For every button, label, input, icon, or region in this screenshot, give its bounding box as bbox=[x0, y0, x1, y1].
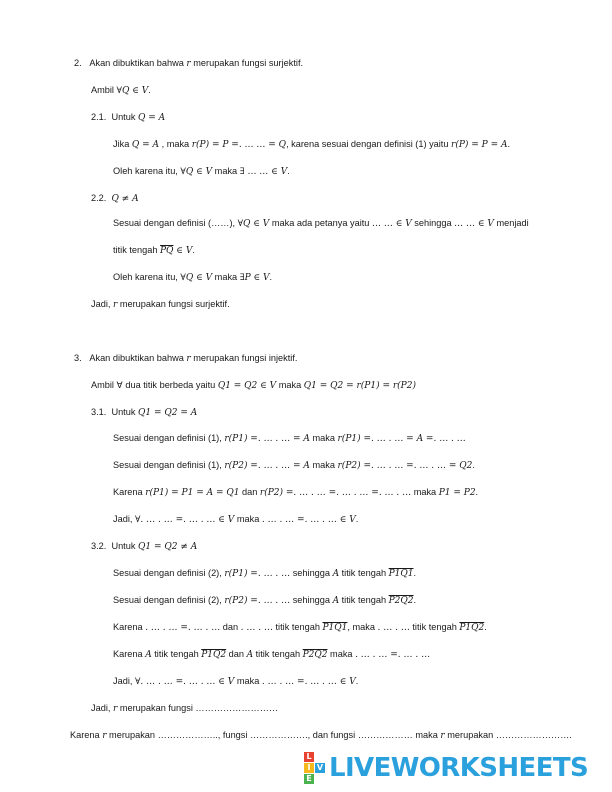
segment-overline: P2Q2 bbox=[388, 596, 414, 606]
case-3-2-line-1: Sesuai dengan definisi (2), r(P1) =. … . … sehingga A titik tengah P1Q1. bbox=[113, 568, 417, 579]
logo-tile-i: I bbox=[304, 763, 314, 773]
case-3-1-line-3: Karena r(P1) = P1 = A = Q1 dan r(P2) =. … . … =. … . … =. … . … maka P1 = P2. bbox=[113, 487, 479, 498]
case-2-2-line-2: titik tengah $\overline{PQ}$ ∈ V. bbox=[113, 245, 195, 256]
logo-wordmark: LIVEWORKSHEETS bbox=[329, 753, 589, 783]
case-3-2-line-2: Sesuai dengan definisi (2), r(P2) =. … . … sehingga A titik tengah P2Q2. bbox=[113, 595, 417, 606]
segment-overline: $\overline{PQ}$ bbox=[160, 246, 174, 256]
logo-tiles-icon bbox=[304, 752, 325, 784]
section-3-conclusion: Jadi, r merupakan fungsi ……………………… bbox=[91, 703, 279, 714]
case-2-1-heading: 2.1. Untuk Q = A bbox=[91, 112, 166, 123]
section-3-heading: 3. Akan dibuktikan bahwa r merupakan fungsi injektif. bbox=[74, 353, 298, 364]
logo-tile-v: V bbox=[316, 763, 324, 772]
logo-tile-e: E bbox=[304, 774, 314, 784]
segment-overline: P1Q1 bbox=[388, 569, 414, 579]
case-3-2-line-3: Karena . … . … =. … . … dan . … . … titik tengah P1Q1, maka . … . … titik tengah P1Q2. bbox=[113, 622, 487, 633]
case-3-2-line-5: Jadi, ∀. … . … =. … . … ∈ V maka . … . … =. … . … ∈ V. bbox=[113, 676, 359, 687]
section-number: 2. bbox=[74, 58, 82, 68]
logo-tile-l: L bbox=[304, 752, 314, 762]
segment-overline: P1Q1 bbox=[322, 623, 348, 633]
section-2-conclusion: Jadi, r merupakan fungsi surjektif. bbox=[91, 299, 230, 310]
case-3-2-line-4: Karena A titik tengah P1Q2 dan A titik tengah P2Q2 maka . … . … =. … . … bbox=[113, 649, 431, 660]
section-3-ambil: Ambil ∀ dua titik berbeda yaitu Q1 = Q2 ∈ V maka Q1 = Q2 = r(P1) = r(P2) bbox=[91, 380, 416, 391]
case-2-2-line-1: Sesuai dengan definisi (……), ∀Q ∈ V maka ada petanya yaitu … … ∈ V sehingga … … ∈ V menjadi bbox=[113, 218, 529, 229]
segment-overline: P1Q2 bbox=[459, 623, 485, 633]
case-2-2-heading: 2.2. Q ≠ A bbox=[91, 193, 139, 204]
case-3-1-line-2: Sesuai dengan definisi (1), r(P2) =. … . … = A maka r(P2) =. … . … =. … . … = Q2. bbox=[113, 460, 475, 471]
segment-overline: P1Q2 bbox=[201, 650, 227, 660]
case-3-1-line-1: Sesuai dengan definisi (1), r(P1) =. … . … = A maka r(P1) =. … . … = A =. … . … bbox=[113, 433, 466, 444]
case-2-2-line-3: Oleh karena itu, ∀Q ∈ V maka ∃P ∈ V. bbox=[113, 272, 273, 283]
section-number: 3. bbox=[74, 353, 82, 363]
section-2-heading: 2. Akan dibuktikan bahwa r merupakan fungsi surjektif. bbox=[74, 58, 304, 69]
case-3-1-heading: 3.1. Untuk Q1 = Q2 = A bbox=[91, 407, 198, 418]
final-conclusion: Karena r merupakan ……………….., fungsi ………………., dan fungsi ……………… maka r merupakan ……………………. bbox=[70, 730, 572, 741]
case-3-1-line-4: Jadi, ∀. … . … =. … . … ∈ V maka . … . … =. … . … ∈ V. bbox=[113, 514, 359, 525]
case-2-1-line-1: Jika Q = A , maka r(P) = P =. … … = Q, karena sesuai dengan definisi (1) yaitu r(P) = P = A. bbox=[113, 139, 511, 150]
segment-overline: P2Q2 bbox=[302, 650, 328, 660]
case-3-2-heading: 3.2. Untuk Q1 = Q2 ≠ A bbox=[91, 541, 198, 552]
liveworksheets-logo bbox=[304, 752, 588, 784]
section-2-ambil: Ambil ∀Q ∈ V. bbox=[91, 85, 151, 96]
case-2-1-line-2: Oleh karena itu, ∀Q ∈ V maka ∃ … … ∈ V. bbox=[113, 166, 290, 177]
